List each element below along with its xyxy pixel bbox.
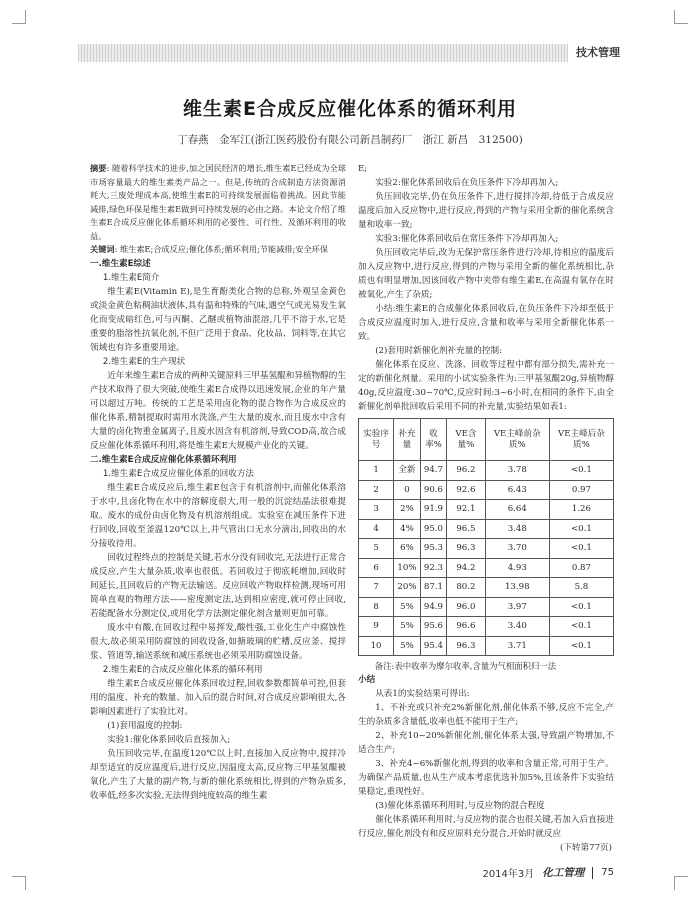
table-cell: 92.3 [420, 558, 446, 578]
table-row [359, 500, 614, 520]
table-row [359, 519, 614, 539]
article-title: 维生素E合成反应催化体系的循环利用 [183, 98, 517, 120]
table-cell: 3 [359, 500, 394, 520]
table-cell: 全新 [394, 461, 421, 481]
table-row [359, 578, 614, 598]
page-footer [482, 865, 614, 880]
table-row [359, 539, 614, 559]
paragraph: 催化体系在反应、洗涤、回收等过程中都有部分损失,需补充一定的新催化剂量。采用的小试实验条件为:三甲基氢醌20g,异植物醇40g,反应温度:30~70℃,反应时间:3~6小时,在相同的条件下,由全新催化剂单批回收后采用不同的补充量,实验结果如表1: [358, 360, 614, 412]
footer-divider [592, 867, 593, 879]
table-cell: 96.3 [447, 539, 486, 559]
table-cell: 6.64 [485, 500, 549, 520]
table-cell: 5% [394, 636, 421, 656]
table-row [359, 617, 614, 637]
paragraph: (1)套用温度的控制: [107, 720, 183, 731]
table-cell: 80.2 [447, 578, 486, 598]
table-row [359, 480, 614, 500]
section-heading-2: 二.维生素E合成反应催化体系循环利用 [90, 454, 237, 465]
paragraph: 负压回收完毕,在温度120℃以上时,直接加入反应物中,搅拌冷却至适宜的反应温度后,进行反应,因温度太高,反应物三甲基氢醌被氧化,产生了大量的副产物,与新的催化系统相比,得到的产物杂质多,收率低,经多次实验,无法得到纯度较高的维生素 [90, 748, 346, 801]
section-label: 技术管理 [568, 44, 620, 62]
table-cell: 3.71 [485, 636, 549, 656]
section-heading-1: 一.维生素E综述 [90, 258, 151, 269]
table-cell: 5.8 [549, 578, 613, 598]
table-body [359, 461, 614, 656]
journal-name: 化工管理 [542, 867, 585, 879]
summary-heading: 小结 [358, 675, 376, 685]
left-column [90, 162, 346, 803]
table-header-cell: VE主峰前杂质% [485, 419, 549, 461]
table-cell: 0.97 [549, 480, 613, 500]
table-header-row [359, 419, 614, 461]
subsection-3-title: (3)催化体系循环利用时,与反应物的混合程度 [375, 801, 545, 811]
abstract [90, 162, 346, 243]
abstract-text: : 随着科学技术的进步,加之国民经济的增长,维生素E已经成为全球市场容量最大的维生素类产品之一。但是,传统的合成制造方法资源消耗大,三废处理成本高,使维生素E的可持续发展面临着挑战。因此节能减排,绿色环保是维生素E做到可持续发展的必由之路。本论文介绍了维生素E合成反应催化体系循环利用的必要性、可行性、及循环利用的收益。 [90, 163, 346, 241]
keywords [90, 243, 346, 257]
paragraph: 废水中有酸,在回收过程中易挥发,酸性强,工业化生产中腐蚀性很大,故必须采用防腐蚀的回收设备,如搪玻璃的贮槽,反应釜、搅拌浆、管道等,输送系统和减压系统也必须采用防腐蚀设备。 [90, 622, 346, 661]
table-cell: 6 [359, 558, 394, 578]
paragraph: 实验1:催化体系回收后直接加入; [107, 734, 231, 745]
paragraph: 维生素E合成反应后,维生素E包含于有机溶剂中,而催化体系溶于水中,且卤化物在水中的溶解度很大,用一般的沉淀结晶法很难提取。废水的成份由卤化物及有机溶剂组成。实验室在减压条件下进行回收,回收至釜温120℃以上,并气管出口无水分滴出,回收出的水分接收待用。 [90, 482, 346, 549]
table-cell: 2 [359, 480, 394, 500]
right-column [358, 162, 614, 855]
paragraph: 回收过程终点的控制是关键,若水分没有回收完,无法进行正常合成反应,产生大量杂质,收率也很低。若回收过于彻底耗增加,回收时间延长,且回收后的产物无法输送。反应回收产物取样检测,现场可用简单直观的物理方法——密度测定法,达到相应密度,就可停止回收,若能配备水分测定仪,或用化学方法测定催化剂含量则更加可靠。 [90, 552, 346, 619]
table-cell: 87.1 [420, 578, 446, 598]
table-cell: 3.97 [485, 597, 549, 617]
subsection-heading-2-1: 1.维生素E合成反应催化体系的回收方法 [102, 468, 255, 479]
table-cell: 91.9 [420, 500, 446, 520]
table-cell: 3.40 [485, 617, 549, 637]
table-cell: 94.9 [420, 597, 446, 617]
experiment-2-title: 实验2:催化体系回收后在负压条件下冷却再加入; [375, 178, 559, 188]
abstract-label: 摘要 [90, 163, 107, 173]
subsection-2-title: (2)套用时新催化剂补充量的控制: [375, 346, 502, 356]
table-cell: <0.1 [549, 617, 613, 637]
table-cell: 5% [394, 597, 421, 617]
table-cell: 96.0 [447, 597, 486, 617]
table-note: 备注:表中收率为摩尔收率,含量为气相面积归一法 [374, 661, 557, 671]
table-cell: 96.2 [447, 461, 486, 481]
crop-mark-top-left [12, 10, 26, 24]
table-cell: 0 [394, 480, 421, 500]
keywords-text: : 维生素E;合成反应;催化体系;循环利用;节能减排;安全环保 [114, 244, 329, 254]
table-cell: 95.3 [420, 539, 446, 559]
table-header-cell: VE含量% [447, 419, 486, 461]
table-cell: 10 [359, 636, 394, 656]
paragraph: 1、不补充或只补充2%新催化剂,催化体系不够,反应不完全,产生的杂质多含量低,收率也低不能用于生产; [358, 703, 614, 727]
page-number: 75 [601, 867, 614, 878]
results-table [358, 418, 614, 656]
paragraph: 负压回收完毕后,改为无保护常压条件进行冷却,待相应的温度后加入反应物中,进行反应,得到的产物与采用全新的催化系统相比,杂质也有明显增加,因该回收产物中夹带有维生素E,在高温有氧存在时被氧化,产生了杂质; [358, 248, 614, 300]
table-cell: 5 [359, 539, 394, 559]
table-cell: 0.87 [549, 558, 613, 578]
table-cell: 95.0 [420, 519, 446, 539]
paragraph-continuation: E; [358, 164, 368, 174]
section-header-bar [78, 44, 618, 62]
paragraph: 近年来维生素E合成的两种关键原料三甲基氢醌和异植物醇的生产技术取得了很大突破,使维生素E合成得以迅速发展,企业的年产量可以超过万吨。传统的工艺是采用卤化物的混合物作为合成反应的催化体系,精制提取时需用水洗涤,产生大量的废水,而且废水中含有大量的卤化物重金属离子,且废水因含有机溶剂,导致COD高,故合成反应催化体系循环利用,将是维生素E大规模产业化的关键。 [90, 370, 346, 451]
table-row [359, 461, 614, 481]
subsection-heading-2-2: 2.维生素E的合成反应催化体系的循环利用 [102, 664, 263, 675]
table-cell: 4% [394, 519, 421, 539]
table-cell: 4 [359, 519, 394, 539]
table-cell: 95.6 [420, 617, 446, 637]
table-cell: 1.26 [549, 500, 613, 520]
table-cell: 6% [394, 539, 421, 559]
table-cell: 3.78 [485, 461, 549, 481]
table-cell: <0.1 [549, 636, 613, 656]
continued-note: (下转第77页) [559, 843, 612, 853]
table-cell: 3.48 [485, 519, 549, 539]
table-cell: 92.1 [447, 500, 486, 520]
table-cell: 92.6 [447, 480, 486, 500]
table-cell: 2% [394, 500, 421, 520]
table-cell: 13.98 [485, 578, 549, 598]
table-row [359, 636, 614, 656]
table-cell: 6.43 [485, 480, 549, 500]
paragraph: 负压回收完毕,仍在负压条件下,进行搅拌冷却,待低于合成反应温度后加入反应物中,进行反应,得到的产物与采用全新的催化系统含量和收率一致; [358, 192, 614, 230]
table-header-cell: 收率% [420, 419, 446, 461]
article-authors: 丁春燕 金军江(浙江医药股份有限公司新昌制药厂 浙江 新昌 312500) [177, 134, 523, 146]
table-cell: 3.70 [485, 539, 549, 559]
crop-mark-top-right [674, 10, 688, 24]
table-cell: 94.2 [447, 558, 486, 578]
table-cell: 96.6 [447, 617, 486, 637]
table-header-cell: VE主峰后杂质% [549, 419, 613, 461]
table-header-cell: 实验序号 [359, 419, 394, 461]
crop-mark-bottom-right [674, 876, 688, 890]
paragraph: 维生素E(Vitamin E),是生育酚类化合物的总称,外观呈金黄色或淡金黄色粘稠油状液体,具有温和特殊的气味,遇空气或光易发生氧化而变成暗红色,可与丙酮、乙醚或植物油混溶,几乎不溶于水,它是重要的脂溶性抗氧化剂,不但广泛用于食品、化妆品、饲料等,在其它领域也有许多重要用途。 [90, 286, 346, 353]
table-cell: 4.93 [485, 558, 549, 578]
table-cell: 96.3 [447, 636, 486, 656]
paragraph: 维生素E合成反应催化体系回收过程,回收参数都简单可控,但套用的温度、补充的数量、加入后的混合时间,对合成反应影响很大,各影响因素进行了实验比对。 [90, 678, 346, 717]
subsection-heading-1-1: 1.维生素E简介 [102, 272, 160, 283]
table-cell: 10% [394, 558, 421, 578]
table-cell: 95.4 [420, 636, 446, 656]
table-row [359, 597, 614, 617]
table-cell: 8 [359, 597, 394, 617]
keywords-label: 关键词 [90, 244, 115, 254]
table-cell: 5% [394, 617, 421, 637]
table-cell: 96.5 [447, 519, 486, 539]
table-cell: <0.1 [549, 539, 613, 559]
paragraph: 从表1的实验结果可得出: [375, 689, 470, 699]
paragraph: 3、补充4~6%新催化剂,得到的收率和含量正常,可用于生产。为确保产品质量,也从生产成本考虑优选补加5%,且该条件下实验结果稳定,重现性好。 [358, 759, 614, 797]
paragraph: 催化体系循环利用时,与反应物的混合也很关键,若加入后直接进行反应,催化剂没有和反应原料充分混合,开始时就反应 [358, 815, 614, 839]
subsection-heading-1-2: 2.维生素E的生产现状 [102, 356, 186, 367]
table-cell: <0.1 [549, 519, 613, 539]
table-header-cell: 补充量 [394, 419, 421, 461]
footer-date: 2014年3月 [482, 869, 535, 880]
table-cell: 94.7 [420, 461, 446, 481]
table-cell: <0.1 [549, 461, 613, 481]
paragraph: 2、补充10~20%新催化剂,催化体系太强,导致副产物增加,不适合生产; [358, 731, 614, 755]
table-cell: 1 [359, 461, 394, 481]
table-cell: 7 [359, 578, 394, 598]
table-cell: <0.1 [549, 597, 613, 617]
table-row [359, 558, 614, 578]
experiment-3-title: 实验3:催化体系回收后在常压条件下冷却再加入; [375, 234, 559, 244]
table-cell: 9 [359, 617, 394, 637]
table-cell: 20% [394, 578, 421, 598]
summary-1: 小结:维生素E的合成催化体系回收后,在负压条件下冷却至低于合成反应温度时加入,进行反应,含量和收率与采用全新催化体系一致。 [358, 304, 614, 342]
crop-mark-bottom-left [12, 876, 26, 890]
table-cell: 90.6 [420, 480, 446, 500]
